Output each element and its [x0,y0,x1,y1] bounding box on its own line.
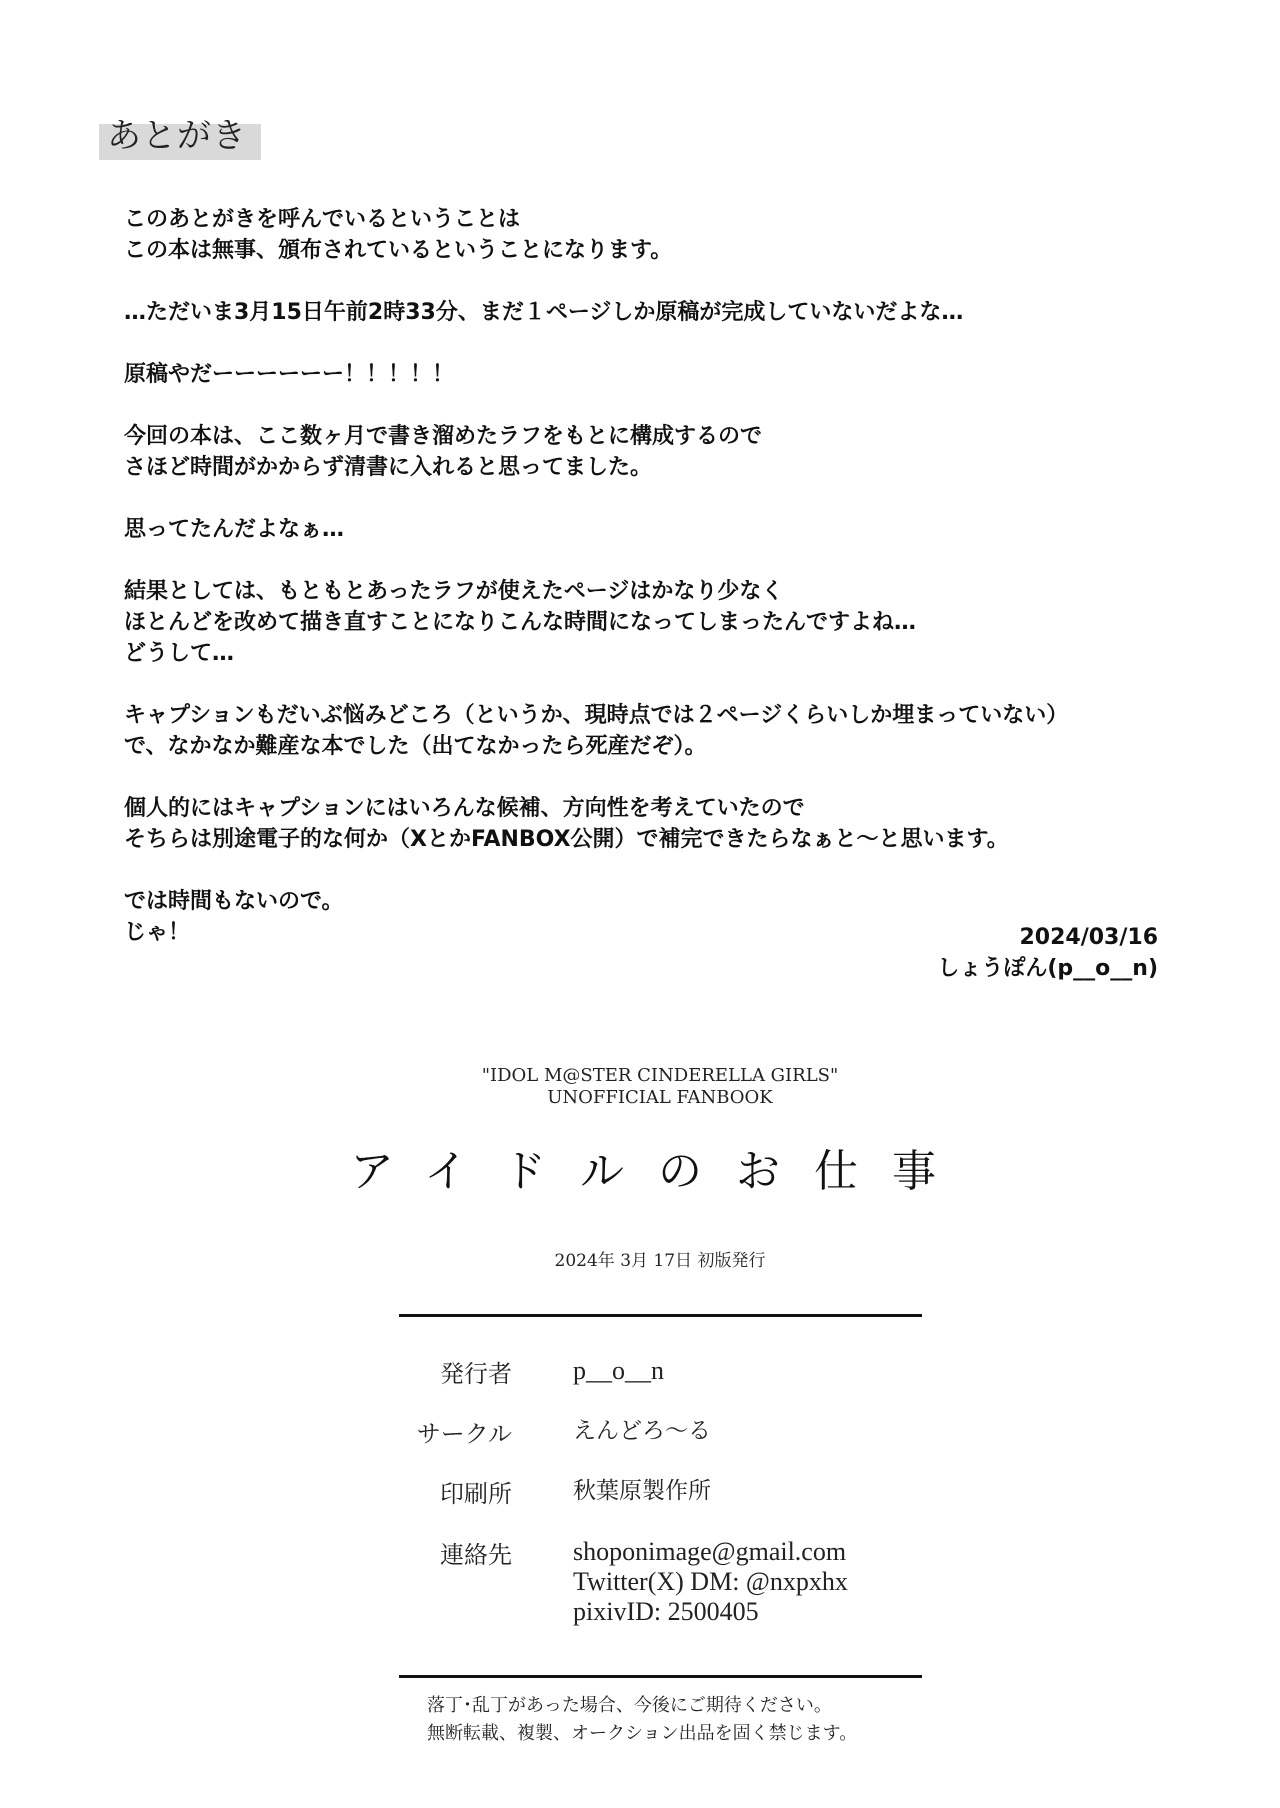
line: そちらは別途電子的な何か（XとかFANBOX公開）で補完できたらなぁと〜と思います。 [124,827,1009,852]
note-line: 落丁･乱丁があった場合、今後にご期待ください。 [427,1695,832,1716]
contact-email: shoponimage@gmail.com [573,1537,847,1566]
paragraph [124,576,1164,669]
divider [399,1675,922,1678]
circle-value: えんどろ〜る [573,1418,711,1444]
printer-value: 秋葉原製作所 [573,1478,711,1504]
afterword-heading: あとがき [107,116,247,156]
paragraph [124,514,1164,545]
line: 今回の本は、ここ数ヶ月で書き溜めたラフをもとに構成するので [124,424,763,449]
contact-pixiv: pixivID: 2500405 [573,1597,759,1626]
divider [399,1314,922,1317]
line: どうして… [124,641,235,666]
contact-label: 連絡先 [440,1541,512,1569]
circle-label: サークル [416,1420,512,1448]
afterword-body [124,204,1164,979]
paragraph [124,700,1164,762]
subtitle-line: "IDOL M@STER CINDERELLA GIRLS" [481,1065,839,1086]
signature-name: しょうぽん(p__o__n) [937,956,1158,981]
colophon-notes [427,1692,857,1748]
publisher-value: p__o__n [573,1356,664,1385]
signature-date: 2024/03/16 [1019,925,1158,950]
paragraph [124,297,1164,328]
paragraph [124,204,1164,266]
line: 思ってたんだよなぁ… [124,517,345,542]
line: …ただいま3月15日午前2時33分、まだ１ページしか原稿が完成していないだよな… [124,300,964,325]
line: キャプションもだいぶ悩みどころ（というか、現時点では２ページくらいしか埋まっていない） [124,703,1069,728]
paragraph [124,359,1164,390]
line: ほとんどを改めて描き直すことになりこんな時間になってしまったんですよね… [124,610,917,635]
line: 個人的にはキャプションにはいろんな候補、方向性を考えていたので [124,796,805,821]
subtitle-line: UNOFFICIAL FANBOOK [547,1087,773,1108]
publish-date: 2024年 3月 17日 初版発行 [554,1251,766,1271]
line: 原稿やだーーーーーー！！！！！ [124,362,455,387]
line: この本は無事、頒布されているということになります。 [124,238,673,263]
line: 結果としては、もともとあったラフが使えたページはかなり少なく [124,579,784,604]
line: で、なかなか難産な本でした（出てなかったら死産だぞ）。 [124,734,707,759]
printer-label: 印刷所 [440,1480,512,1508]
line: では時間もないので。 [124,889,344,914]
book-title: アイドルのお仕事 [349,1146,971,1197]
signature [937,922,1158,984]
contact-twitter: Twitter(X) DM: @nxpxhx [573,1567,848,1596]
paragraph [124,421,1164,483]
line: さほど時間がかからず清書に入れると思ってました。 [124,455,653,480]
paragraph [124,793,1164,855]
line: じゃ！ [124,920,191,945]
colophon-subtitle [0,1065,1280,1109]
contact-values [573,1537,848,1627]
note-line: 無断転載、複製、オークション出品を固く禁じます。 [427,1723,858,1744]
line: このあとがきを呼んでいるということは [124,207,521,232]
publisher-label: 発行者 [440,1360,512,1388]
